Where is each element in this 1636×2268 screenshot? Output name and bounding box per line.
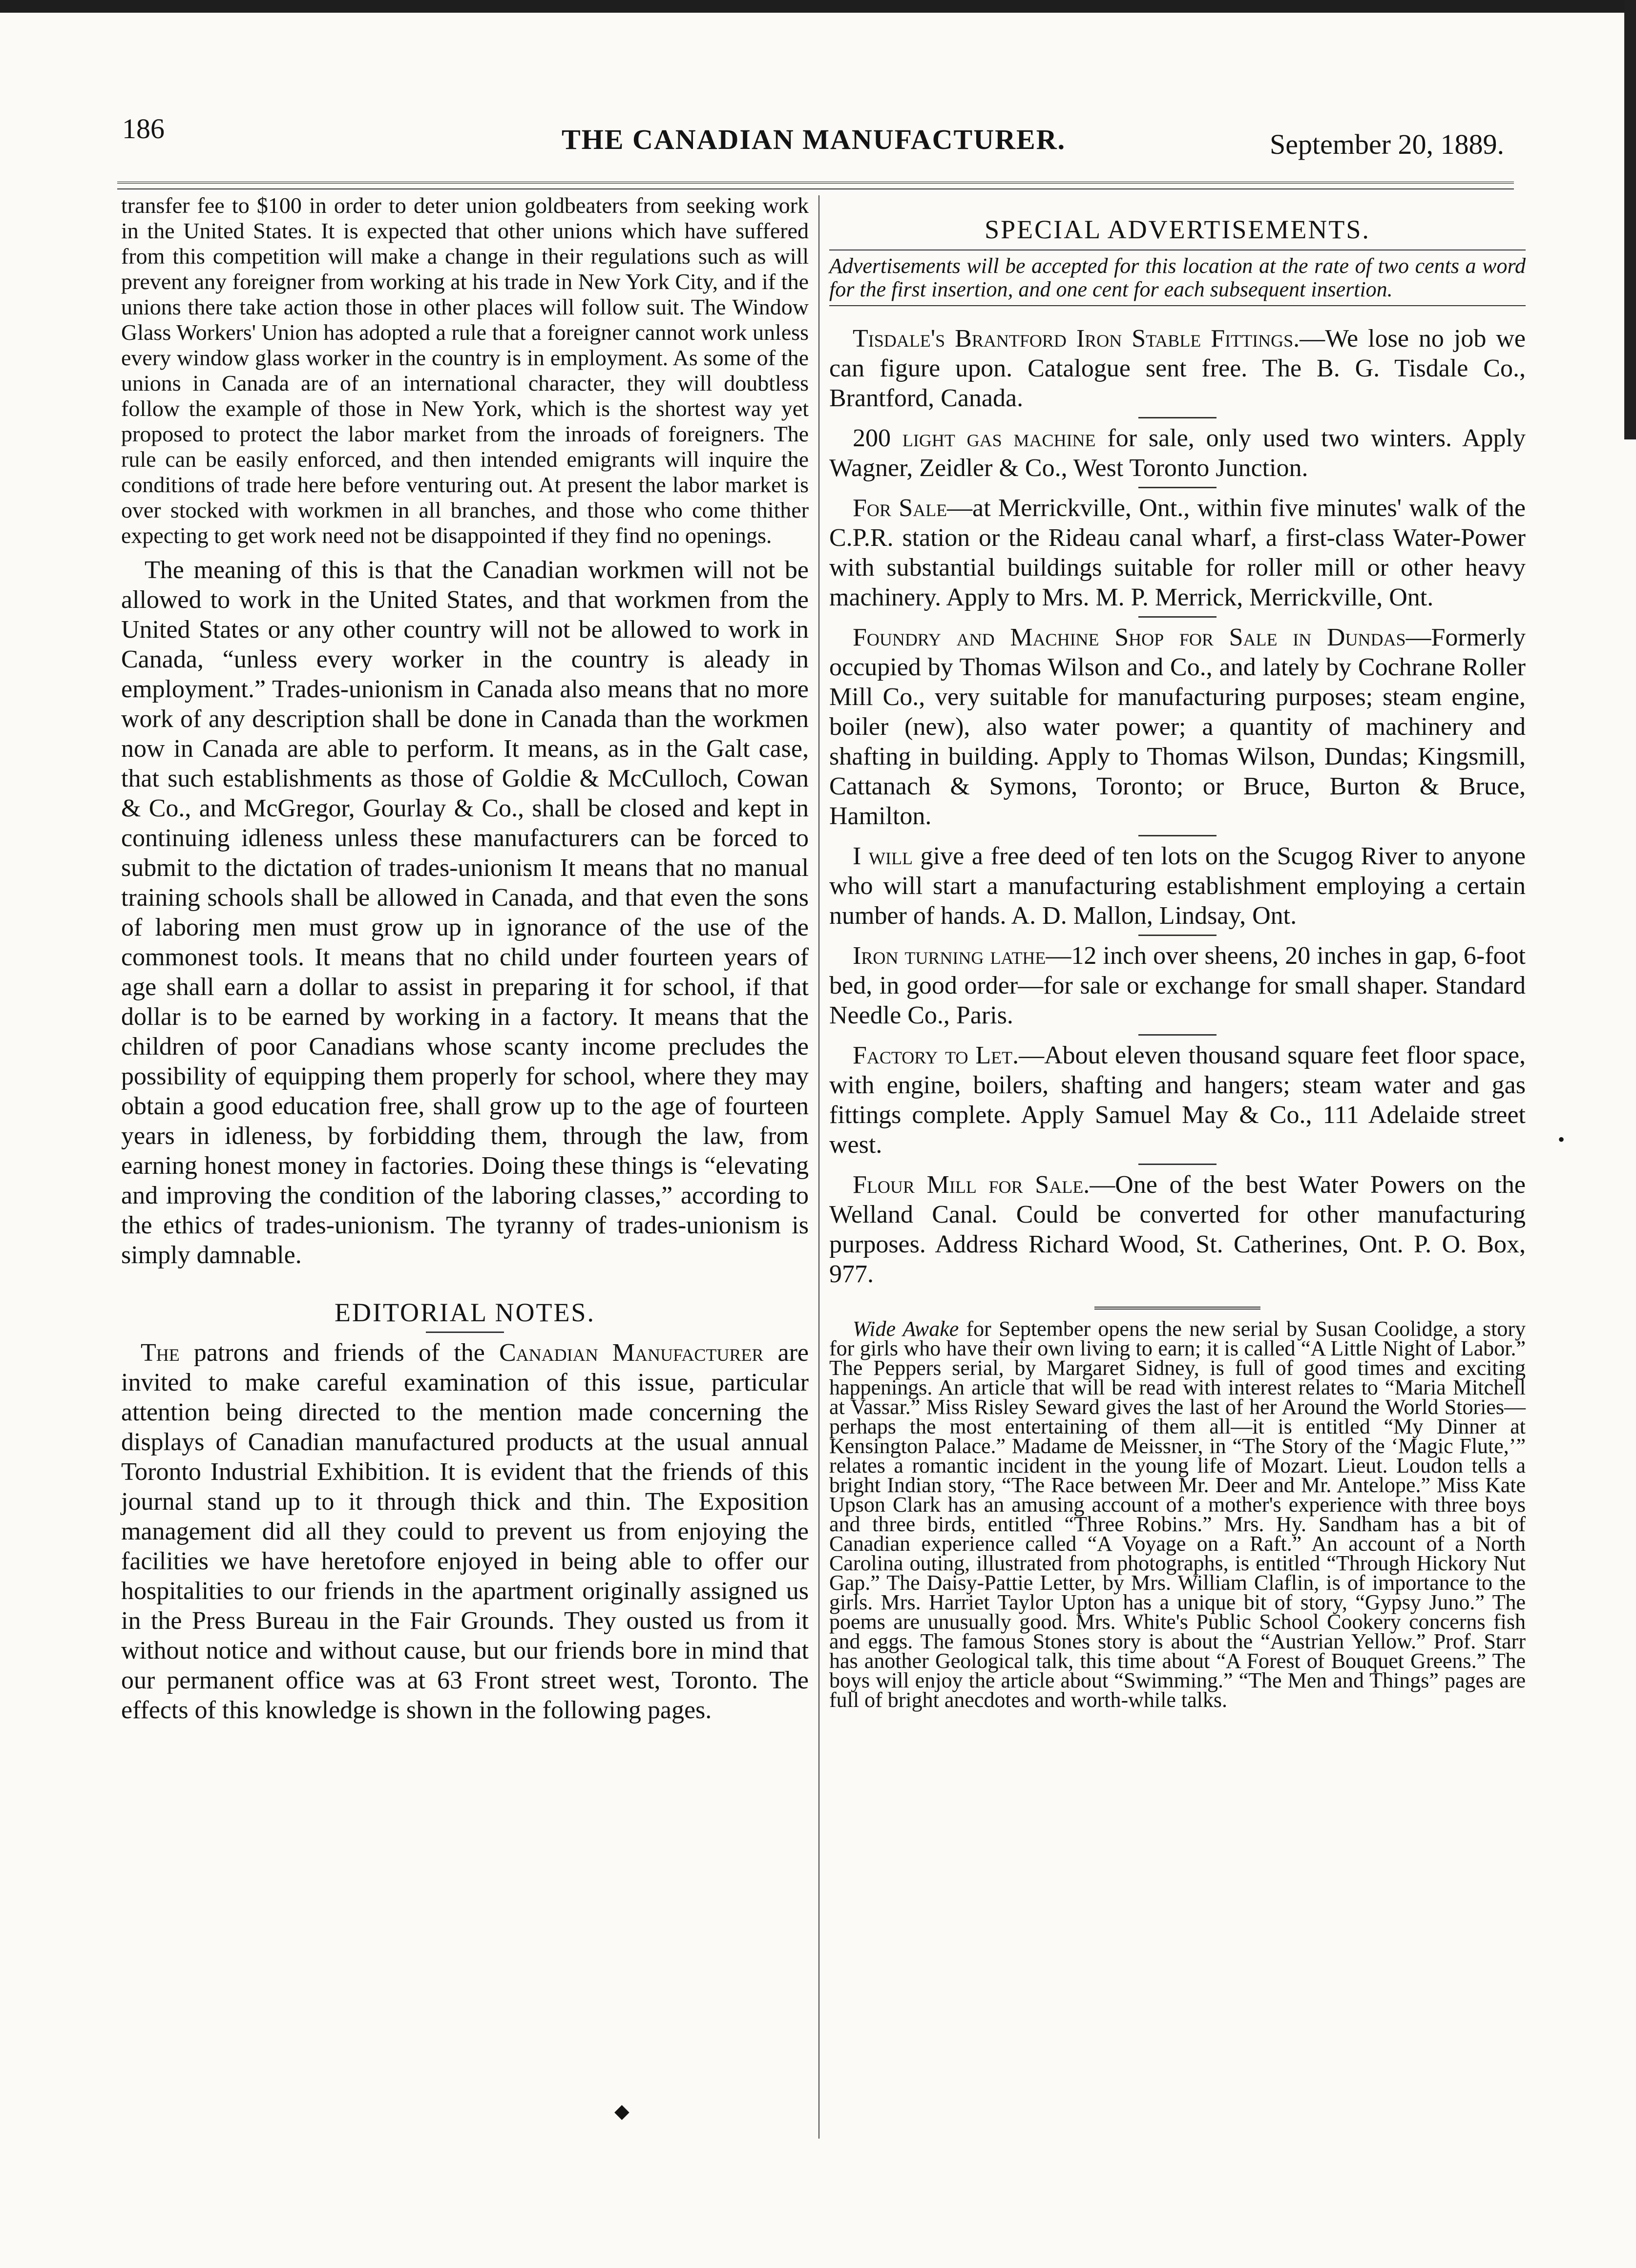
- rate-note-rule: [829, 305, 1526, 306]
- header-rule-thin: [117, 188, 1514, 189]
- page-number: 186: [122, 113, 165, 145]
- ad-body: —One of the best Water Powers on the Welland Canal. Could be converted for other manufacturing purposes. Address Richard Wood, St. Catherines, Ont. P. O. Box, 977.: [829, 1171, 1526, 1288]
- left-column: [121, 193, 809, 1725]
- ad-separator: [1138, 417, 1217, 418]
- ad-lead: Factory to Let.: [853, 1041, 1019, 1069]
- ad-lead: Tisdale's Brantford Iron Stable Fittings.: [853, 325, 1300, 353]
- ad-lead: 200 light gas machine: [853, 424, 1096, 452]
- wide-awake-title: Wide Awake: [853, 1317, 959, 1341]
- ad-body: give a free deed of ten lots on the Scugog River to anyone who will start a manufacturing establishment employing a certain number of hands. A. D. Mallon, Lindsay, Ont.: [829, 842, 1526, 930]
- editorial-journal-name: Canadian Manufacturer: [499, 1339, 764, 1367]
- meaning-paragraph: The meaning of this is that the Canadian workmen will not be allowed to work in the United States, and that workmen from the United States or any other country will not be allowed to work in Canada, “unless every worker in the country is aleady in employment.” Trades-unionism in Canada also means that no more work of any description shall be done in Canada than the workmen now in Canada are able to perform. It means, as in the Galt case, that such establishments as those of Goldie & McCulloch, Cowan & Co., and McGregor, Gourlay & Co., shall be closed and kept in continuing idleness unless these manufacturers can be forced to submit to the dictation of trades-unionism It means that no manual training schools shall be allowed in Canada, and that even the sons of laboring men must grow up in ignorance of the use of the commonest tools. It means that no child under fourteen years of age shall earn a dollar to assist in preparing it for school, if that dollar is to be earned by working in a factory. It means that the children of poor Canadians whose scanty income precludes the possibility of equipping them properly for school, where they may obtain a good education free, shall grow up to the age of fourteen years in idleness, by forbidding them, through the law, from earning honest money in factories. Doing these things is “elevating and improving the condition of the laboring classes,” according to the ethics of trades-unionism. The tyranny of trades-unionism is simply damnable.: [121, 556, 809, 1269]
- wide-awake-body: for September opens the new serial by Susan Coolidge, a story for girls who have their own living to earn; it is called “A Little Night of Labor.” The Peppers serial, by Margaret Sidney, is full of good times and exciting happenings. An article that will be read with interest relates to “Maria Mitchell at Vassar.” Miss Risley Seward gives the last of her Around the World Stories—perhaps the most entertaining of them all—it is entitled “My Dinner at Kensington Palace.” Madame de Meissner, in “The Story of the ‘Magic Flute,’” relates a romantic incident in the young life of Mozart. Lieut. Loudon tells a bright Indian story, “The Race between Mr. Deer and Mr. Antelope.” Miss Kate Upson Clark has an amusing account of a mother's experience with three boys and three birds, entitled “Three Robins.” Mrs. Hy. Sandham has a bit of Canadian experience called “A Voyage on a Raft.” An account of a North Carolina outing, illustrated from photographs, is entitled “Through Hickory Nut Gap.” The Daisy-Pattie Letter, by Mrs. William Claflin, is of importance to the girls. Mrs. Harriet Taylor Upton has a unique bit of story, “Gypsy Juno.” The poems are unusually good. Mrs. White's Public School Cookery concerns fish and eggs. The famous Stones story is about the “Austrian Yellow.” Prof. Starr has another Geological talk, this time about “A Forest of Bouquet Greens.” The boys will enjoy the article about “Swimming.” “The Men and Things” pages are full of bright anecdotes and worth-while talks.: [829, 1317, 1526, 1712]
- editorial-paragraph: [121, 1338, 809, 1725]
- ad-lead: Flour Mill for Sale.: [853, 1171, 1090, 1199]
- ad-flour-mill: [829, 1170, 1526, 1289]
- column-divider: [818, 195, 819, 2139]
- right-column: [829, 193, 1526, 1710]
- header-rule: [117, 182, 1514, 184]
- ad-merrickville: [829, 493, 1526, 612]
- print-bullet-mark: ◆: [614, 2100, 629, 2122]
- wide-awake-review: [829, 1319, 1526, 1710]
- ad-body: —at Merrickville, Ont., within five minutes' walk of the C.P.R. station or the Rideau canal wharf, a first-class Water-Power with substantial buildings suitable for roller mill or other heavy machinery. Apply to Mrs. M. P. Merrick, Merrickville, Ont.: [829, 494, 1526, 611]
- editorial-after-name: are invited to make careful examination of this issue, particular attention being directed to the mention made concerning the displays of Canadian manufactured products at the usual annual Toronto Industrial Exhibition. It is evident that the friends of this journal stand up to it through thick and thin. The Exposition management did all they could to prevent us from enjoying the facilities we have heretofore enjoyed in being able to offer our hospitalities to our friends in the apartment originally assigned us in the Press Bureau in the Fair Grounds. They ousted us from it without notice and without cause, but our friends bore in mind that our permanent office was at 63 Front street west, Toronto. The effects of this knowledge is shown in the following pages.: [121, 1339, 809, 1724]
- ad-lathe: [829, 941, 1526, 1030]
- rate-note: Advertisements will be accepted for this location at the rate of two cents a word for the first insertion, and one cent for each subsequent insertion.: [829, 254, 1526, 301]
- ad-lead: Iron turning lathe: [853, 942, 1046, 970]
- ad-separator: [1138, 835, 1217, 836]
- ad-separator: [1138, 1164, 1217, 1165]
- scan-edge-right: [1624, 0, 1636, 439]
- ad-lead: I will: [853, 842, 913, 870]
- ad-separator: [1138, 616, 1217, 618]
- ad-body: —We lose no job we can figure upon. Catalogue sent free. The B. G. Tisdale Co., Brantford, Canada.: [829, 325, 1526, 412]
- ad-separator: [1138, 1034, 1217, 1036]
- continuation-paragraph: transfer fee to $100 in order to deter union goldbeaters from seeking work in the United States. It is expected that other unions which have suffered from this competition will make a change in their regulations such as will prevent any foreigner from working at his trade in New York City, and if the unions there take action those in other places will follow suit. The Window Glass Workers' Union has adopted a rule that a foreigner cannot work unless every window glass worker in the country is in employment. As some of the unions in Canada are of an international character, they will doubtless follow the example of those in New York, which is the shortest way yet proposed to protect the labor market from the inroads of foreigners. The rule can be easily enforced, and then intended emigrants will inquire the conditions of trade here before venturing out. At present the labor market is over stocked with workmen in all branches, and those who come thither expecting to get work need not be disappointed if they find no openings.: [121, 193, 809, 548]
- scan-edge-top: [0, 0, 1636, 13]
- ad-gas-machine: [829, 423, 1526, 483]
- ad-body: for sale, only used two winters. Apply Wagner, Zeidler & Co., West Toronto Junction.: [829, 424, 1526, 482]
- ad-body: —Formerly occupied by Thomas Wilson and Co., and lately by Cochrane Roller Mill Co., very suitable for manufacturing purposes; steam engine, boiler (new), also water power; a quantity of machinery and shafting in building. Apply to Thomas Wilson, Dundas; Kingsmill, Cattanach & Symons, Toronto; or Bruce, Burton & Bruce, Hamilton.: [829, 624, 1526, 830]
- ad-lead: Foundry and Machine Shop for Sale in Dundas: [853, 624, 1406, 651]
- issue-date: September 20, 1889.: [1269, 128, 1504, 160]
- ad-tisdale: [829, 324, 1526, 413]
- ad-separator: [1138, 935, 1217, 936]
- ad-scugog: [829, 841, 1526, 931]
- ad-dundas-foundry: [829, 623, 1526, 831]
- stray-print-dot: •: [1558, 1128, 1565, 1150]
- ad-factory-to-let: [829, 1040, 1526, 1160]
- editorial-rule: [426, 1332, 504, 1333]
- editorial-notes-heading: EDITORIAL NOTES.: [335, 1298, 595, 1327]
- journal-title: THE CANADIAN MANUFACTURER.: [562, 124, 1066, 155]
- editorial-lead: The: [141, 1339, 180, 1367]
- ad-body: —12 inch over sheens, 20 inches in gap, 6-foot bed, in good order—for sale or exchange for small shaper. Standard Needle Co., Paris.: [829, 942, 1526, 1029]
- special-ads-heading: SPECIAL ADVERTISEMENTS.: [985, 215, 1370, 244]
- ad-separator: [1138, 487, 1217, 488]
- ad-body: —About eleven thousand square feet floor space, with engine, boilers, shafting and hangers; steam water and gas fittings complete. Apply Samuel May & Co., 111 Adelaide street west.: [829, 1041, 1526, 1159]
- editorial-before-name: patrons and friends of the: [193, 1339, 485, 1367]
- page-header: [122, 103, 1504, 166]
- ad-lead: For Sale: [853, 494, 947, 522]
- section-ornament-rule: [1094, 1307, 1260, 1310]
